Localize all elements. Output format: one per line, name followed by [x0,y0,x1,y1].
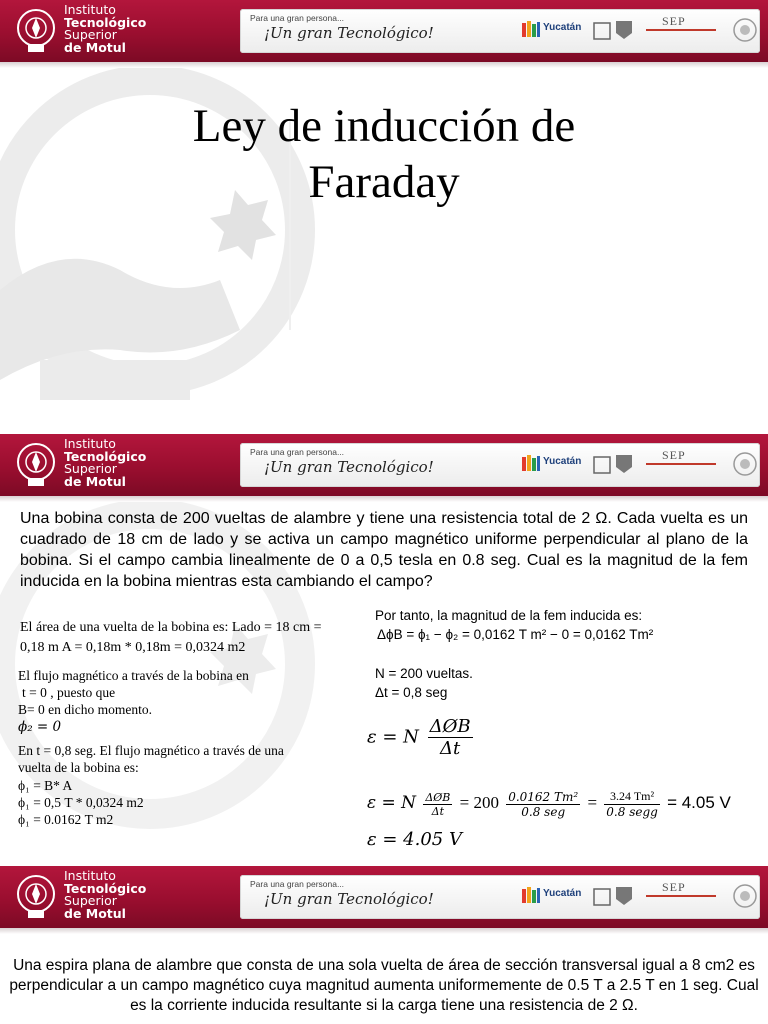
sep-divider [646,895,716,897]
emf-formula-fraction [428,716,473,759]
banner-slogan: ¡Un gran Tecnológico! [264,458,434,476]
slide-3 [0,866,768,1024]
problem-statement: Una bobina consta de 200 vueltas de alambre y tiene una resistencia total de 2 Ω. Cada vuelta es un cuadrado de 18 cm de lado y se activa un campo magnético uniforme perpendicular al plano de la bobina. Si el campo cambia linealmente de 0 a 0,5 tesla en 0.8 seg. Cual es la magnitud de la fem inducida en la bobina mientras esta cambiando el campo? [20,510,748,590]
flux-text-3: B= 0 en dicho momento. [18,702,152,717]
flux-text-2: t = 0 , puesto que [22,685,116,700]
institute-line-3: Superior [64,893,117,908]
yucatan-logo-icon [520,453,542,475]
institute-line-3: Superior [64,27,117,42]
emf-calc-rhs: = 4.05 V [667,792,731,812]
title-line-2: Faraday [308,156,460,208]
title-line-1: Ley de inducción de [192,100,576,152]
emf-calc-f1-numerator: ΔØB [425,790,451,804]
emf-calc-fraction-2 [506,790,580,819]
yucatan-label: Yucatán [543,888,582,899]
national-seal-icon [732,451,758,477]
emf-formula [367,716,476,759]
header-bar [0,434,768,496]
slide-title [0,98,768,210]
sep-divider [646,29,716,31]
institute-line-2: Tecnológico [64,14,147,30]
emf-calculation [367,789,731,819]
flux-text-4: En t = 0,8 seg. El flujo magnético a través de una vuelta de la bobina es: [18,743,284,775]
institute-line-1: Instituto [64,2,116,17]
sep-label: SEP [662,14,686,28]
header-banner [240,443,760,487]
emf-formula-numerator: ΔØB [429,716,471,737]
flux-text-1: El flujo magnético a través de la bobina en [18,668,249,683]
institute-name [64,4,146,54]
emf-calc-f3-numerator: 3.24 Tm² [604,789,660,805]
institute-line-4: de Motul [64,905,126,921]
phi1-equation-c: ϕ₁ = 0.0162 T m2 [18,812,114,827]
institute-seal-icon [14,6,58,54]
institute-line-2: Tecnológico [64,880,147,896]
emf-calc-f1-denominator: Δt [431,804,445,818]
slide-2 [0,434,768,864]
header-banner [240,875,760,919]
delta-phi-equation: ΔϕB = ϕ₁ − ϕ₂ = 0,0162 T m² − 0 = 0,0162 Tm² [377,627,654,642]
emf-calc-equals: = [587,792,598,812]
institute-name [64,438,146,488]
phi1-equation-a: ϕ₁ = B* A [18,778,73,793]
emf-calc-f3-denominator: 0.8 segg [606,805,658,819]
banner-slogan: ¡Un gran Tecnológico! [264,24,434,42]
institute-line-4: de Motul [64,39,126,55]
government-shield-icon [592,17,636,43]
yucatan-label: Yucatán [543,22,582,33]
banner-tagline: Para una gran persona... [250,879,345,889]
institute-line-1: Instituto [64,436,116,451]
yucatan-label: Yucatán [543,456,582,467]
emf-calc-fraction-3 [604,789,660,819]
sep-label: SEP [662,880,686,894]
banner-tagline: Para una gran persona... [250,447,345,457]
institute-name [64,870,146,920]
emf-calc-f2-denominator: 0.8 seg [521,804,566,819]
phi2-value: ϕ₂ = 0 [18,719,62,735]
area-text: El área de una vuelta de la bobina es: Lado = 18 cm = 0,18 m A = 0,18m * 0,18m = 0,0324 m2 [20,620,322,655]
national-seal-icon [732,17,758,43]
n-value: N = 200 vueltas. [375,666,473,681]
emf-calc-fraction-1 [423,791,452,818]
phi1-equation-b: ϕ₁ = 0,5 T * 0,0324 m2 [18,795,144,810]
yucatan-logo-icon [520,19,542,41]
problem-statement: Una espira plana de alambre que consta de una sola vuelta de área de sección transversal igual a 8 cm2 es perpendicular a un campo magnético cuya magnitud aumenta uniformemente de 0.5 T a 2.5 T en 1 seg. Cual es la corriente inducida resultante si la carga tiene una resistencia de 2 Ω. [9,957,759,1014]
government-shield-icon [592,883,636,909]
header-banner [240,9,760,53]
emf-result: ε = 4.05 V [367,829,462,850]
institute-seal-icon [14,440,58,488]
emf-calc-mid: = 200 [459,792,499,812]
emf-formula-lhs: ε = N [367,726,419,748]
therefore-text: Por tanto, la magnitud de la fem inducida es: [375,608,643,623]
banner-slogan: ¡Un gran Tecnológico! [264,890,434,908]
government-shield-icon [592,451,636,477]
emf-calc-lhs: ε = N [367,792,417,813]
slide-1 [0,0,768,432]
header-bar [0,0,768,62]
header-bar [0,866,768,928]
banner-tagline: Para una gran persona... [250,13,345,23]
institute-line-3: Superior [64,461,117,476]
yucatan-logo-icon [520,885,542,907]
sep-label: SEP [662,448,686,462]
emf-calc-f2-numerator: 0.0162 Tm² [508,789,579,804]
dt-value: Δt = 0,8 seg [375,685,448,700]
institute-line-1: Instituto [64,868,116,883]
sep-divider [646,463,716,465]
emf-formula-denominator: Δt [440,738,461,759]
institute-line-2: Tecnológico [64,448,147,464]
institute-seal-icon [14,872,58,920]
institute-line-4: de Motul [64,473,126,489]
national-seal-icon [732,883,758,909]
